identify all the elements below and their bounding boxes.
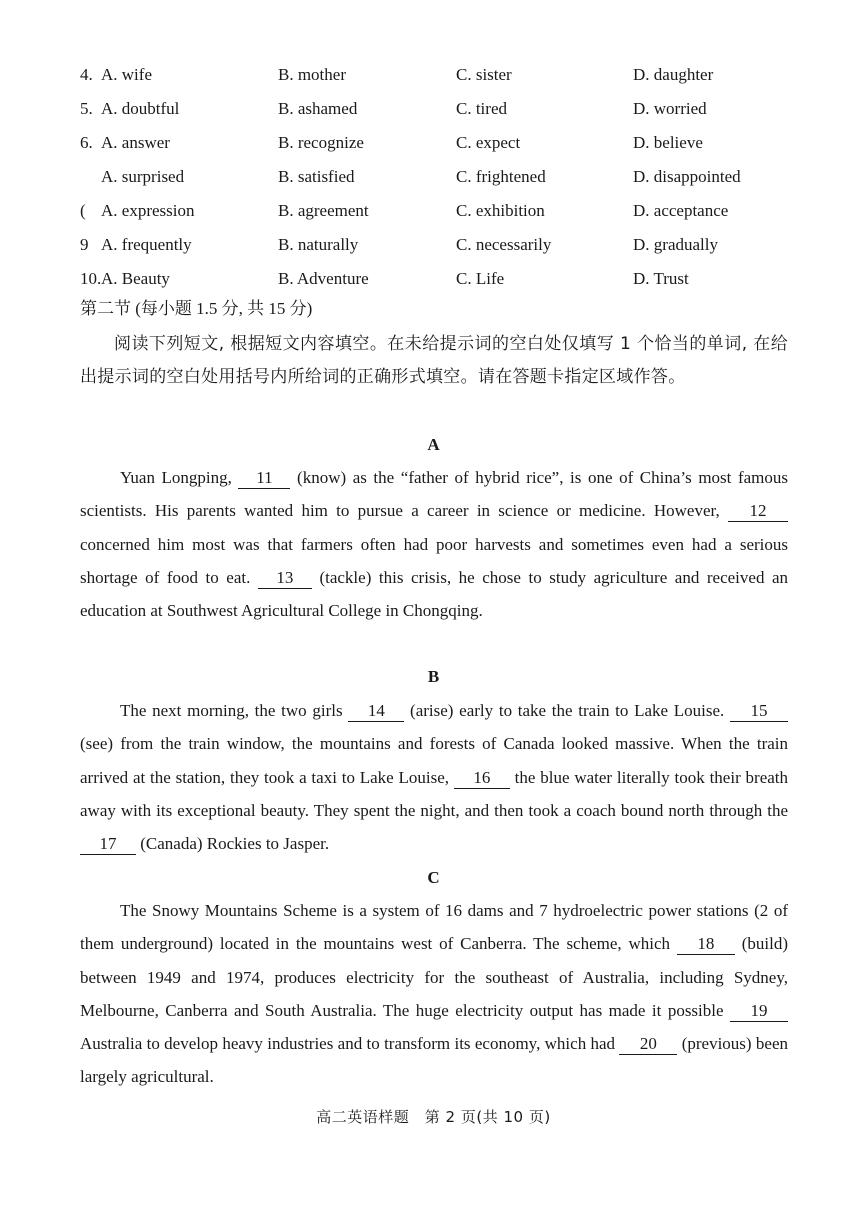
passage-c-label: C — [427, 868, 440, 887]
option-c: C. tired — [456, 99, 507, 118]
question-number: 6. — [80, 133, 93, 152]
passage-b — [80, 694, 788, 860]
option-c: C. frightened — [456, 167, 546, 186]
passage-text: (Canada) Rockies to Jasper. — [140, 834, 330, 854]
option-d: D. disappointed — [633, 167, 741, 186]
blank-20[interactable]: 20 — [619, 1034, 677, 1055]
option-row-4 — [0, 64, 867, 94]
blank-12[interactable]: 12 — [728, 501, 788, 522]
passage-text: concerned him most was that farmers often had poor harvests and sometimes even had a serious shortage of food to eat. — [80, 534, 788, 587]
blank-13[interactable]: 13 — [258, 568, 312, 589]
blank-18[interactable]: 18 — [677, 934, 735, 955]
option-a: A. surprised — [101, 167, 185, 186]
blank-17[interactable]: 17 — [80, 834, 136, 855]
option-b: B. ashamed — [278, 99, 358, 118]
passage-text: (see) from the train window, the mountains and forests of Canada looked massive. When the train arrived at the station, they took a taxi to Lake Louise, — [80, 734, 788, 787]
blank-16[interactable]: 16 — [454, 768, 510, 789]
question-number: 4. — [80, 65, 93, 84]
passage-text: The next morning, the two girls — [120, 701, 343, 720]
option-b: B. recognize — [278, 133, 364, 152]
option-a: A. wife — [101, 65, 152, 84]
passage-a — [80, 461, 788, 627]
section-heading: 第二节 (每小题 1.5 分, 共 15 分) — [80, 299, 313, 318]
option-row-10 — [0, 268, 867, 298]
option-d: D. gradually — [633, 235, 718, 254]
option-row-8 — [0, 200, 867, 230]
passage-text: (know) as the “father of hybrid rice”, is one of China’s most famous scientists. His parents wanted him to pursue a career in science or medicine. However, — [80, 468, 789, 521]
option-c: C. exhibition — [456, 201, 545, 220]
passage-text: the blue water literally took their breath away with its exceptional beauty. They spent the night, and then took a coach bound north through the — [80, 767, 789, 820]
blank-14[interactable]: 14 — [348, 701, 404, 722]
passage-c — [80, 894, 788, 1094]
option-d: D. worried — [633, 99, 707, 118]
option-d: D. Trust — [633, 269, 689, 288]
question-number: 9 — [80, 235, 89, 254]
option-a: A. Beauty — [101, 269, 170, 288]
option-a: A. frequently — [101, 235, 192, 254]
passage-text: (tackle) this crisis, he chose to study agriculture and received an education at Southwest Agricultural College in Chongqing. — [80, 567, 789, 621]
blank-19[interactable]: 19 — [730, 1001, 788, 1022]
option-b: B. naturally — [278, 235, 359, 254]
option-d: D. daughter — [633, 65, 714, 84]
passage-text: Yuan Longping, — [120, 468, 232, 487]
passage-text: The Snowy Mountains Scheme is a system of 16 dams and 7 hydroelectric power stations (2 of them underground) located in the mountains west of Canberra. The scheme, which — [80, 901, 788, 954]
passage-text: Australia to develop heavy industries and to transform its economy, which had — [80, 1034, 616, 1054]
option-d: D. acceptance — [633, 201, 729, 220]
page-footer: 高二英语样题 第 2 页(共 10 页) — [316, 1108, 551, 1126]
option-a: A. doubtful — [101, 99, 180, 118]
option-c: C. necessarily — [456, 235, 552, 254]
option-row-9 — [0, 234, 867, 264]
option-d: D. believe — [633, 133, 703, 152]
question-number: 10. — [80, 269, 102, 288]
option-b: B. agreement — [278, 201, 369, 220]
option-c: C. expect — [456, 133, 521, 152]
option-b: B. satisfied — [278, 167, 355, 186]
passage-a-label: A — [427, 435, 440, 454]
passage-text: (build) between 1949 and 1974, produces electricity for the southeast of Australia, including Sydney, Melbourne, Canberra and South Australia. The huge electricity output has made it possible — [80, 934, 789, 1020]
question-number: ( — [80, 201, 86, 220]
question-number: 5. — [80, 99, 93, 118]
option-a: A. expression — [101, 201, 195, 220]
passage-b-label: B — [427, 667, 440, 686]
passage-text: (arise) early to take the train to Lake Louise. — [410, 701, 725, 720]
option-row-6 — [0, 132, 867, 162]
instruction-text: 阅读下列短文, 根据短文内容填空。在未给提示词的空白处仅填写 1 个恰当的单词, 在给出提示词的空白处用括号内所给词的正确形式填空。请在答题卡指定区域作答。 — [80, 334, 788, 388]
blank-15[interactable]: 15 — [730, 701, 788, 722]
instructions — [80, 328, 788, 395]
option-a: A. answer — [101, 133, 170, 152]
option-c: C. sister — [456, 65, 512, 84]
option-c: C. Life — [456, 269, 505, 288]
option-b: B. mother — [278, 65, 346, 84]
passage-text: (previous) been largely agricultural. — [80, 1034, 788, 1087]
blank-11[interactable]: 11 — [238, 468, 290, 489]
option-row-7 — [0, 166, 867, 196]
option-row-5 — [0, 98, 867, 128]
option-b: B. Adventure — [278, 269, 369, 288]
